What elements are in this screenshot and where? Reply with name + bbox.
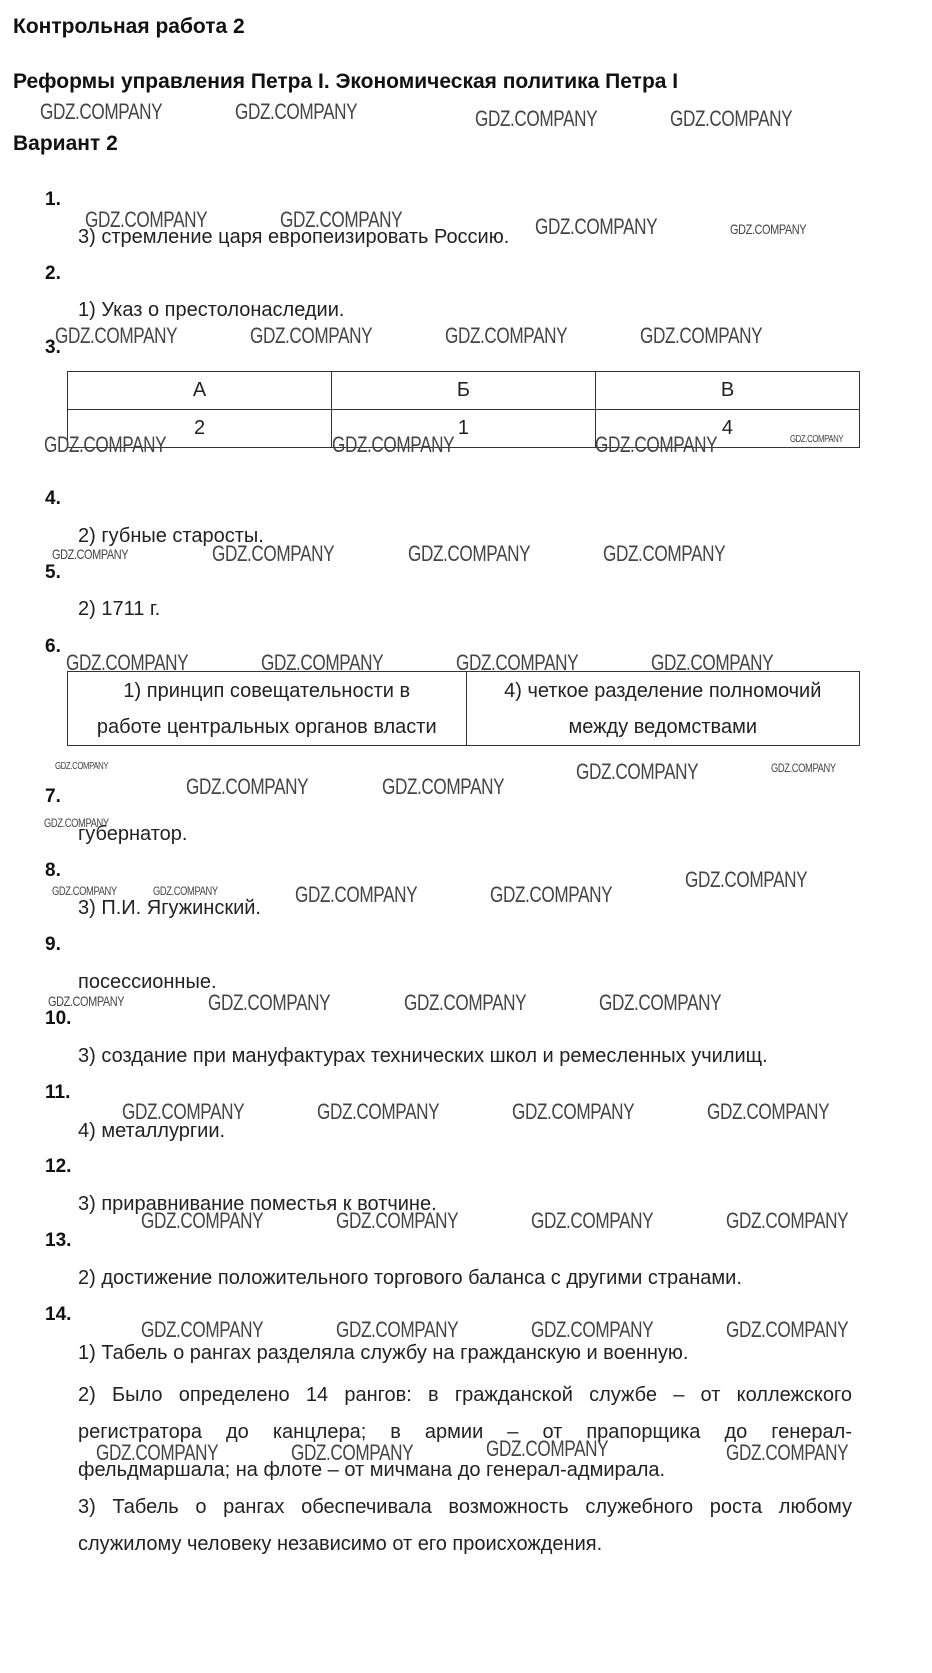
watermark: GDZ.COMPANY [52, 884, 117, 898]
watermark: GDZ.COMPANY [291, 1440, 414, 1465]
cell-line: между ведомствами [568, 715, 758, 738]
watermark: GDZ.COMPANY [96, 1440, 219, 1465]
table-header-cell: А [68, 372, 332, 410]
watermark: GDZ.COMPANY [48, 993, 125, 1009]
answer-text: 3) приравнивание поместья к вотчине. [78, 1193, 437, 1215]
answer-text: 2) 1711 г. [78, 598, 161, 620]
watermark: GDZ.COMPANY [208, 990, 331, 1015]
watermark: GDZ.COMPANY [535, 214, 658, 239]
watermark: GDZ.COMPANY [599, 990, 722, 1015]
watermark: GDZ.COMPANY [332, 432, 455, 457]
watermark: GDZ.COMPANY [726, 1317, 849, 1342]
cell-line: работе центральных органов власти [96, 715, 437, 738]
answer-number: 11. [45, 1082, 71, 1103]
answer-line: фельдмаршала; на флоте – от мичмана до генерал-адмирала. [78, 1459, 666, 1481]
watermark: GDZ.COMPANY [52, 546, 129, 562]
watermark: GDZ.COMPANY [670, 106, 793, 131]
watermark: GDZ.COMPANY [486, 1436, 609, 1461]
watermark: GDZ.COMPANY [141, 1208, 264, 1233]
answer-number: 10. [45, 1008, 72, 1029]
watermark: GDZ.COMPANY [404, 990, 527, 1015]
watermark: GDZ.COMPANY [153, 884, 218, 898]
watermark: GDZ.COMPANY [595, 432, 718, 457]
page-subtitle: Реформы управления Петра I. Экономическая политика Петра I [13, 70, 679, 93]
watermark: GDZ.COMPANY [250, 323, 373, 348]
watermark: GDZ.COMPANY [475, 106, 598, 131]
watermark: GDZ.COMPANY [730, 221, 807, 237]
watermark: GDZ.COMPANY [336, 1317, 459, 1342]
table-header-cell: В [595, 372, 859, 410]
watermark: GDZ.COMPANY [235, 99, 358, 124]
watermark: GDZ.COMPANY [44, 432, 167, 457]
table-cell [68, 672, 467, 746]
watermark: GDZ.COMPANY [85, 207, 208, 232]
answer-line: служилому человеку независимо от его происхождения. [78, 1533, 603, 1555]
table-header-cell: Б [332, 372, 596, 410]
answer-text: 3) создание при мануфактурах технических школ и ремесленных училищ. [78, 1045, 768, 1067]
answer-text: 4) металлургии. [78, 1120, 226, 1142]
page-title: Контрольная работа 2 [13, 15, 245, 38]
table-cell [466, 672, 859, 746]
answer-number: 4. [45, 488, 61, 509]
watermark: GDZ.COMPANY [790, 434, 844, 445]
variant-label: Вариант 2 [13, 132, 118, 155]
watermark: GDZ.COMPANY [456, 650, 579, 675]
watermark: GDZ.COMPANY [726, 1440, 849, 1465]
answer-text: посессионные. [78, 971, 217, 993]
cell-line: 4) четкое разделение полномочий [504, 679, 822, 702]
answer-number: 13. [45, 1230, 72, 1251]
watermark: GDZ.COMPANY [408, 541, 531, 566]
answer-number: 1. [45, 189, 61, 210]
answer-number: 6. [45, 636, 61, 657]
answer-number: 14. [45, 1304, 72, 1325]
watermark: GDZ.COMPANY [336, 1208, 459, 1233]
answer-table-3 [67, 371, 860, 448]
answer-number: 5. [45, 562, 61, 583]
watermark: GDZ.COMPANY [44, 816, 109, 830]
watermark: GDZ.COMPANY [280, 207, 403, 232]
answer-text: 2) достижение положительного торгового баланса с другими странами. [78, 1267, 742, 1289]
watermark: GDZ.COMPANY [651, 650, 774, 675]
watermark: GDZ.COMPANY [261, 650, 384, 675]
watermark: GDZ.COMPANY [490, 882, 613, 907]
watermark: GDZ.COMPANY [55, 761, 109, 772]
answer-number: 12. [45, 1156, 72, 1177]
table-cell: 1 [332, 410, 596, 448]
watermark: GDZ.COMPANY [640, 323, 763, 348]
answer-number: 3. [45, 337, 61, 358]
answer-line: регистратора до канцлера; в армии – от прапорщика до генерал- [78, 1421, 852, 1443]
watermark: GDZ.COMPANY [382, 774, 505, 799]
watermark: GDZ.COMPANY [726, 1208, 849, 1233]
answer-number: 9. [45, 934, 61, 955]
watermark: GDZ.COMPANY [707, 1099, 830, 1124]
watermark: GDZ.COMPANY [55, 323, 178, 348]
cell-line: 1) принцип совещательности в [123, 679, 411, 702]
watermark: GDZ.COMPANY [512, 1099, 635, 1124]
watermark: GDZ.COMPANY [66, 650, 189, 675]
watermark: GDZ.COMPANY [141, 1317, 264, 1342]
watermark: GDZ.COMPANY [771, 761, 836, 775]
answer-text: губернатор. [78, 823, 188, 845]
answer-number: 7. [45, 786, 61, 807]
answer-text: 2) губные старосты. [78, 525, 264, 547]
answer-number: 8. [45, 860, 61, 881]
watermark: GDZ.COMPANY [445, 323, 568, 348]
watermark: GDZ.COMPANY [40, 99, 163, 124]
answer-table-6 [67, 671, 860, 746]
watermark: GDZ.COMPANY [531, 1208, 654, 1233]
watermark: GDZ.COMPANY [685, 867, 808, 892]
watermark: GDZ.COMPANY [186, 774, 309, 799]
answer-text: 3) стремление царя европеизировать Россию. [78, 226, 510, 248]
answer-text: 3) П.И. Ягужинский. [78, 897, 261, 919]
answer-number: 2. [45, 263, 61, 284]
watermark: GDZ.COMPANY [122, 1099, 245, 1124]
watermark: GDZ.COMPANY [531, 1317, 654, 1342]
answer-line: 3) Табель о рангах обеспечивала возможность служебного роста любому [78, 1496, 852, 1518]
watermark: GDZ.COMPANY [576, 759, 699, 784]
table-cell: 2 [68, 410, 332, 448]
watermark: GDZ.COMPANY [295, 882, 418, 907]
watermark: GDZ.COMPANY [317, 1099, 440, 1124]
answer-line: 2) Было определено 14 рангов: в гражданской службе – от коллежского [78, 1384, 852, 1406]
answer-paragraph: 1) Табель о рангах разделяла службу на гражданскую и военную. [78, 1342, 689, 1364]
table-cell: 4 [595, 410, 859, 448]
answer-text: 1) Указ о престолонаследии. [78, 299, 345, 321]
watermark: GDZ.COMPANY [603, 541, 726, 566]
watermark: GDZ.COMPANY [212, 541, 335, 566]
